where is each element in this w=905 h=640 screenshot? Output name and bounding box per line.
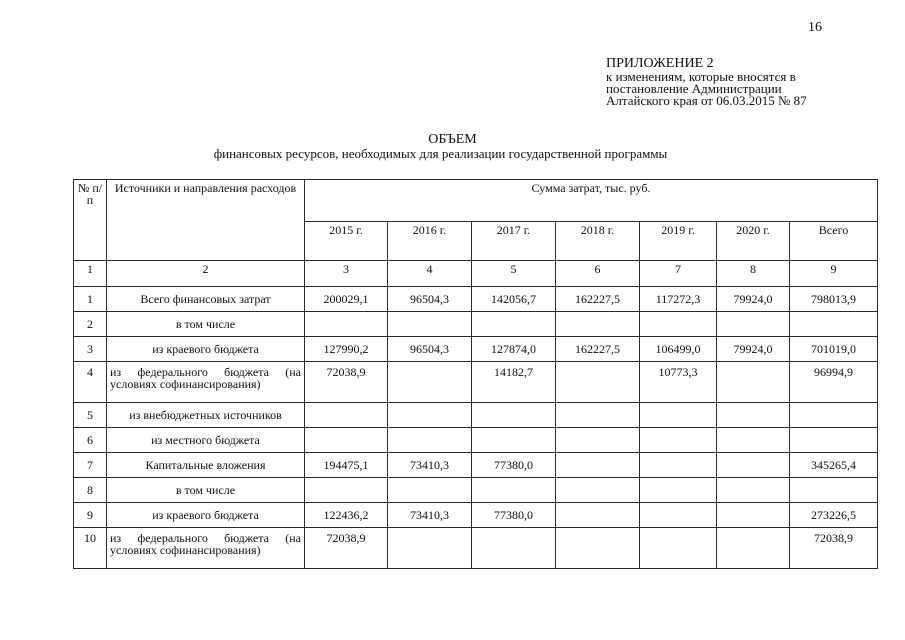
row-value-cell	[472, 478, 556, 503]
table-header-row	[74, 180, 878, 222]
row-value-cell: 14182,7	[472, 362, 556, 403]
row-total-cell: 273226,5	[790, 503, 878, 528]
row-value-cell	[556, 453, 640, 478]
row-value-cell: 96504,3	[388, 337, 472, 362]
row-value-cell: 96504,3	[388, 287, 472, 312]
row-number: 3	[74, 337, 107, 362]
table-column-index-row	[74, 261, 878, 287]
row-value-cell	[556, 403, 640, 428]
row-number: 6	[74, 428, 107, 453]
row-number: 7	[74, 453, 107, 478]
row-value-cell	[717, 403, 790, 428]
row-value-cell	[717, 362, 790, 403]
row-value-cell: 127990,2	[305, 337, 388, 362]
appendix-line: к изменениям, которые вносятся в	[606, 69, 796, 84]
table-row	[74, 478, 878, 503]
page-number: 16	[808, 20, 822, 35]
row-label: из краевого бюджета	[107, 503, 305, 528]
row-label: из федерального бюджета (на условиях софинансирования)	[107, 528, 305, 569]
row-value-cell: 127874,0	[472, 337, 556, 362]
row-number: 9	[74, 503, 107, 528]
row-value-cell	[640, 312, 717, 337]
row-value-cell: 79924,0	[717, 337, 790, 362]
row-value-cell	[717, 428, 790, 453]
row-value-cell	[388, 403, 472, 428]
column-index: 2	[107, 261, 305, 287]
column-index: 9	[790, 261, 878, 287]
header-year: 2019 г.	[640, 222, 717, 261]
table-row	[74, 528, 878, 569]
header-year: 2015 г.	[305, 222, 388, 261]
appendix-block	[606, 57, 807, 107]
row-label: из федерального бюджета (на условиях софинансирования)	[107, 362, 305, 403]
row-value-cell: 79924,0	[717, 287, 790, 312]
row-value-cell: 162227,5	[556, 337, 640, 362]
row-value-cell	[717, 503, 790, 528]
column-index: 5	[472, 261, 556, 287]
row-label: из местного бюджета	[107, 428, 305, 453]
row-value-cell	[556, 428, 640, 453]
column-index: 6	[556, 261, 640, 287]
row-value-cell	[556, 503, 640, 528]
row-total-cell: 345265,4	[790, 453, 878, 478]
row-number: 4	[74, 362, 107, 403]
row-value-cell: 72038,9	[305, 362, 388, 403]
row-label: из внебюджетных источников	[107, 403, 305, 428]
appendix-line: постановление Администрации	[606, 81, 782, 96]
row-value-cell	[640, 453, 717, 478]
row-value-cell	[472, 428, 556, 453]
finance-table	[73, 179, 878, 569]
column-index: 7	[640, 261, 717, 287]
row-value-cell	[640, 528, 717, 569]
row-number: 8	[74, 478, 107, 503]
row-number: 5	[74, 403, 107, 428]
row-value-cell	[472, 403, 556, 428]
column-index: 1	[74, 261, 107, 287]
row-value-cell	[388, 528, 472, 569]
row-number: 10	[74, 528, 107, 569]
row-value-cell	[556, 528, 640, 569]
table-row	[74, 403, 878, 428]
appendix-line: Алтайского края от 06.03.2015 № 87	[606, 93, 807, 108]
row-value-cell: 77380,0	[472, 503, 556, 528]
row-label: в том числе	[107, 478, 305, 503]
row-value-cell: 106499,0	[640, 337, 717, 362]
row-value-cell	[305, 428, 388, 453]
row-value-cell	[388, 428, 472, 453]
row-label: в том числе	[107, 312, 305, 337]
row-total-cell: 72038,9	[790, 528, 878, 569]
row-total-cell: 96994,9	[790, 362, 878, 403]
document-title: ОБЪЕМ	[428, 132, 477, 147]
header-year: 2017 г.	[472, 222, 556, 261]
row-value-cell: 72038,9	[305, 528, 388, 569]
row-value-cell: 200029,1	[305, 287, 388, 312]
row-value-cell	[640, 428, 717, 453]
row-value-cell	[717, 478, 790, 503]
title-block	[0, 133, 905, 161]
table-row	[74, 312, 878, 337]
header-source: Источники и направления расходов	[107, 180, 305, 261]
row-value-cell	[388, 312, 472, 337]
row-total-cell	[790, 403, 878, 428]
row-value-cell	[717, 453, 790, 478]
row-label: Капитальные вложения	[107, 453, 305, 478]
row-value-cell: 122436,2	[305, 503, 388, 528]
appendix-heading: ПРИЛОЖЕНИЕ 2	[606, 56, 714, 71]
row-value-cell: 117272,3	[640, 287, 717, 312]
table-row	[74, 453, 878, 478]
row-value-cell	[472, 312, 556, 337]
table-row	[74, 503, 878, 528]
row-value-cell: 77380,0	[472, 453, 556, 478]
row-value-cell	[640, 503, 717, 528]
row-value-cell: 142056,7	[472, 287, 556, 312]
row-value-cell: 162227,5	[556, 287, 640, 312]
row-value-cell: 194475,1	[305, 453, 388, 478]
row-value-cell: 73410,3	[388, 503, 472, 528]
row-value-cell: 10773,3	[640, 362, 717, 403]
column-index: 8	[717, 261, 790, 287]
row-value-cell	[556, 362, 640, 403]
row-number: 2	[74, 312, 107, 337]
header-year: 2018 г.	[556, 222, 640, 261]
row-total-cell	[790, 428, 878, 453]
table-row	[74, 287, 878, 312]
column-index: 3	[305, 261, 388, 287]
row-total-cell: 701019,0	[790, 337, 878, 362]
row-value-cell	[305, 312, 388, 337]
row-total-cell	[790, 478, 878, 503]
row-value-cell	[640, 478, 717, 503]
row-value-cell	[388, 362, 472, 403]
header-total: Всего	[790, 222, 878, 261]
header-year: 2016 г.	[388, 222, 472, 261]
row-value-cell	[640, 403, 717, 428]
row-total-cell: 798013,9	[790, 287, 878, 312]
row-value-cell: 73410,3	[388, 453, 472, 478]
table-row	[74, 362, 878, 403]
row-value-cell	[305, 403, 388, 428]
table-row	[74, 337, 878, 362]
row-label: из краевого бюджета	[107, 337, 305, 362]
row-value-cell	[556, 312, 640, 337]
row-value-cell	[472, 528, 556, 569]
row-value-cell	[388, 478, 472, 503]
row-value-cell	[556, 478, 640, 503]
row-label: Всего финансовых затрат	[107, 287, 305, 312]
row-number: 1	[74, 287, 107, 312]
header-num: № п/п	[74, 180, 107, 261]
document-subtitle: финансовых ресурсов, необходимых для реализации государственной программы	[213, 146, 668, 161]
column-index: 4	[388, 261, 472, 287]
row-value-cell	[717, 312, 790, 337]
header-year: 2020 г.	[717, 222, 790, 261]
row-total-cell	[790, 312, 878, 337]
row-value-cell	[717, 528, 790, 569]
header-sum: Сумма затрат, тыс. руб.	[305, 180, 878, 222]
row-value-cell	[305, 478, 388, 503]
table-row	[74, 428, 878, 453]
